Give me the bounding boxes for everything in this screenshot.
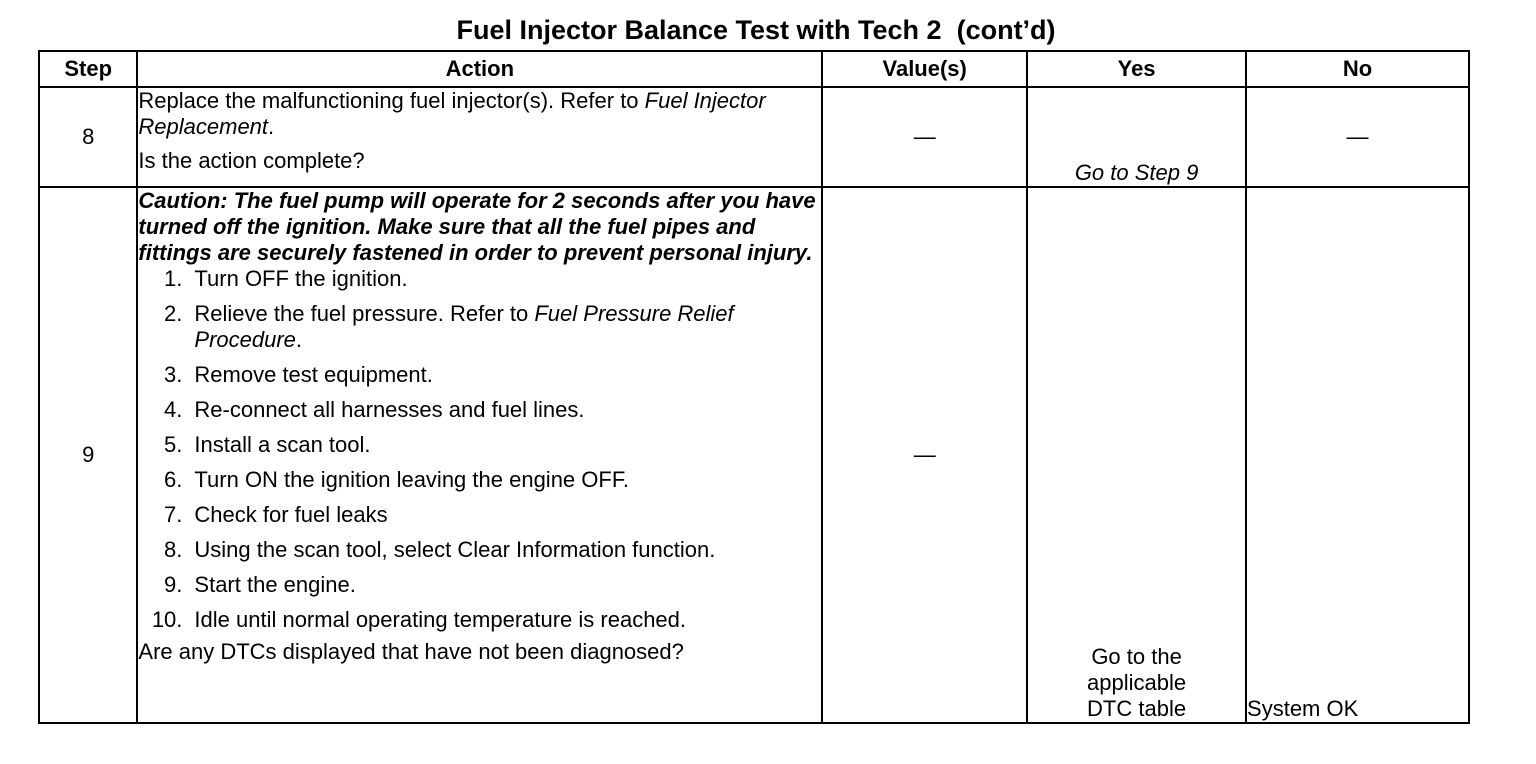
substep-text-end: . [295, 327, 303, 352]
list-item [138, 502, 821, 528]
substep-text: Idle until normal operating temperature is reached. [194, 607, 687, 632]
procedure-reference: Fuel Injector Replacement [138, 88, 766, 139]
substep-text: Relieve the fuel pressure. Refer to [194, 301, 535, 326]
action-question: Are any DTCs displayed that have not been diagnosed? [138, 639, 684, 664]
table-row-step-8 [39, 87, 1469, 187]
value-cell: — [822, 87, 1027, 187]
substep-text: Install a scan tool. [194, 432, 371, 457]
action-instruction-end: . [268, 114, 275, 139]
action-cell [137, 187, 822, 723]
header-action: Action [137, 51, 822, 87]
substep-number: 7. [164, 502, 183, 527]
no-cell: — [1246, 87, 1469, 187]
action-instruction-text: Replace the malfunctioning fuel injector(s). Refer to [138, 88, 645, 113]
yes-line: DTC table [1087, 696, 1187, 721]
substep-text: Remove test equipment. [194, 362, 433, 387]
action-instruction [138, 88, 821, 140]
list-item [138, 362, 821, 388]
list-item [138, 266, 821, 292]
header-step: Step [39, 51, 137, 87]
list-item [138, 467, 821, 493]
list-item [138, 537, 821, 563]
substep-text: Turn OFF the ignition. [194, 266, 408, 291]
substep-number: 2. [164, 301, 183, 326]
substep-list [138, 266, 821, 633]
action-cell [137, 87, 822, 187]
header-no: No [1246, 51, 1469, 87]
substep-number: 4. [164, 397, 183, 422]
substep-number: 8. [164, 537, 183, 562]
substep-text: Start the engine. [194, 572, 356, 597]
action-question: Is the action complete? [138, 148, 365, 173]
substep-text-wrap [194, 301, 821, 353]
substep-number: 1. [164, 266, 183, 291]
substep-number: 6. [164, 467, 183, 492]
table-row-step-9 [39, 187, 1469, 723]
list-item [138, 301, 821, 353]
list-item [138, 572, 821, 598]
header-yes: Yes [1027, 51, 1246, 87]
yes-line: applicable [1087, 670, 1187, 695]
list-item [138, 432, 821, 458]
procedure-reference: Fuel Pressure Relief Procedure [194, 301, 734, 352]
step-number: 8 [39, 87, 137, 187]
substep-number: 5. [164, 432, 183, 457]
substep-text: Using the scan tool, select Clear Information function. [194, 537, 716, 562]
yes-line: Go to the [1091, 644, 1182, 669]
value-cell: — [822, 187, 1027, 723]
no-cell: System OK [1246, 187, 1469, 723]
page-title: Fuel Injector Balance Test with Tech 2 (cont’d) [456, 15, 1056, 45]
substep-number: 10. [151, 607, 183, 632]
list-item [138, 607, 821, 633]
substep-number: 3. [164, 362, 183, 387]
substep-number: 9. [164, 572, 183, 597]
substep-text: Re-connect all harnesses and fuel lines. [194, 397, 585, 422]
step-number: 9 [39, 187, 137, 723]
substep-text: Turn ON the ignition leaving the engine OFF. [194, 467, 629, 492]
yes-cell [1027, 187, 1246, 723]
list-item [138, 397, 821, 423]
header-row [39, 51, 1469, 87]
header-values: Value(s) [822, 51, 1027, 87]
yes-cell: Go to Step 9 [1027, 87, 1246, 187]
substep-text: Check for fuel leaks [194, 502, 388, 527]
procedure-table [38, 50, 1470, 724]
caution-text: Caution: The fuel pump will operate for 2 seconds after you have turned off the ignition. Make sure that all the fuel pipes and fittings are securely fastened in order to prevent personal injury. [138, 188, 816, 265]
